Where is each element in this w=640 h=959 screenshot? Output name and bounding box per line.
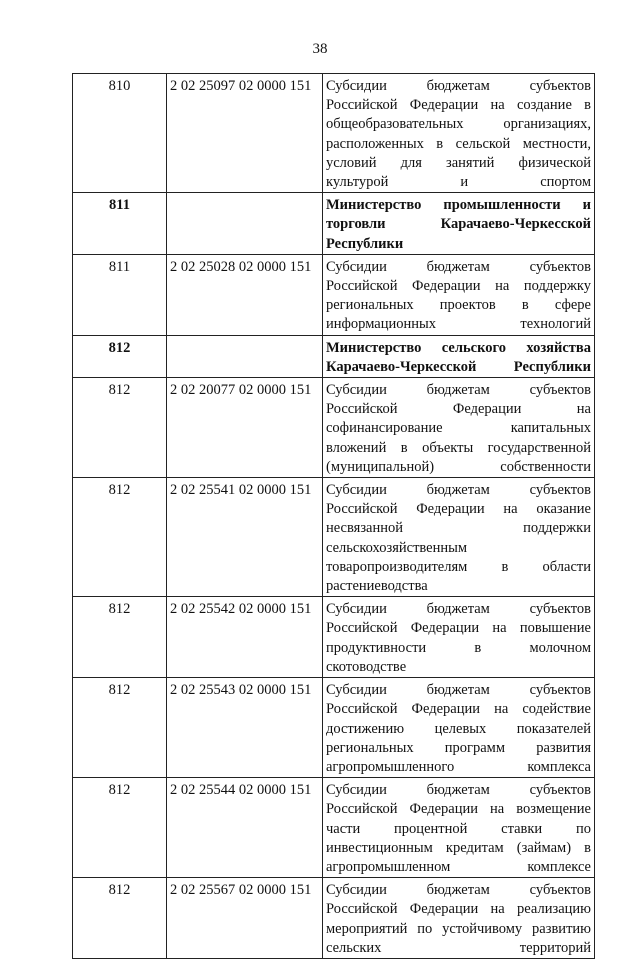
description-line: инвестиционным кредитам (займам) в [326,839,591,856]
table-row [73,878,595,959]
description-line: скотоводстве [326,658,407,675]
description-line: условий для занятий физической [326,154,591,171]
revenue-code-cell: 2 02 25544 02 0000 151 [167,778,323,878]
admin-code-cell: 812 [73,597,167,678]
description-cell [323,378,595,478]
description-line: сельскохозяйственным [326,539,468,556]
description-line: Республики [326,235,404,252]
description-line: Российской Федерации на создание в [326,97,591,114]
description-line: Российской Федерации на реализацию [326,901,591,918]
admin-code-cell: 812 [73,878,167,959]
revenue-code-cell [167,193,323,255]
description-line: Российской Федерации на поддержку [326,278,591,295]
admin-code-cell: 812 [73,378,167,478]
description-line: достижению целевых показателей [326,720,591,737]
revenue-code-cell: 2 02 25028 02 0000 151 [167,254,323,335]
description-line: Субсидии бюджетам субъектов [326,382,591,399]
ministry-header-row [73,335,595,377]
revenue-code-cell: 2 02 25567 02 0000 151 [167,878,323,959]
description-line: части процентной ставки по [326,820,591,837]
description-line: Субсидии бюджетам субъектов [326,682,591,699]
description-cell [323,254,595,335]
description-line: общеобразовательных организациях, [326,116,591,133]
table-row [73,778,595,878]
admin-code-cell: 812 [73,335,167,377]
description-line: региональных проектов в сфере [326,297,591,314]
description-line: Министерство сельского хозяйства [326,339,591,356]
description-cell [323,778,595,878]
admin-code-cell: 812 [73,778,167,878]
ministry-name-cell [323,193,595,255]
description-line: Субсидии бюджетам субъектов [326,782,591,799]
table-row [73,597,595,678]
revenue-code-cell [167,335,323,377]
table-body [73,74,595,959]
description-line: расположенных в сельской местности, [326,135,591,152]
description-line: мероприятий по устойчивому развитию [326,920,591,937]
description-line: несвязанной поддержки [326,520,591,537]
description-cell [323,478,595,597]
budget-revenue-table [72,73,595,959]
description-line: вложений в объекты государственной [326,439,591,456]
admin-code-cell: 812 [73,478,167,597]
description-line: товаропроизводителям в области [326,558,591,575]
description-cell [323,74,595,193]
description-line: Субсидии бюджетам субъектов [326,601,591,618]
description-line: Российской Федерации на [326,401,591,418]
description-line: сельских территорий [326,939,591,956]
description-line: Российской Федерации на содействие [326,701,591,718]
ministry-name-cell [323,335,595,377]
description-cell [323,597,595,678]
revenue-code-cell: 2 02 25542 02 0000 151 [167,597,323,678]
description-line: региональных программ развития [326,739,591,756]
admin-code-cell: 810 [73,74,167,193]
admin-code-cell: 812 [73,678,167,778]
description-line: софинансирование капитальных [326,420,591,437]
description-line: Субсидии бюджетам субъектов [326,78,591,94]
description-line: Субсидии бюджетам субъектов [326,482,591,499]
description-line: Карачаево-Черкесской Республики [326,358,591,375]
description-line: агропромышленном комплексе [326,858,591,875]
revenue-code-cell: 2 02 20077 02 0000 151 [167,378,323,478]
table-row [73,74,595,193]
description-line: Министерство промышленности и [326,197,591,214]
revenue-code-cell: 2 02 25543 02 0000 151 [167,678,323,778]
description-line: информационных технологий [326,316,591,333]
description-line: Субсидии бюджетам субъектов [326,882,591,899]
table-row [73,254,595,335]
admin-code-cell: 811 [73,193,167,255]
table-row [73,478,595,597]
description-line: Субсидии бюджетам субъектов [326,258,591,275]
ministry-header-row [73,193,595,255]
revenue-code-cell: 2 02 25541 02 0000 151 [167,478,323,597]
admin-code-cell: 811 [73,254,167,335]
revenue-code-cell: 2 02 25097 02 0000 151 [167,74,323,193]
description-line: растениеводства [326,578,428,595]
description-line: торговли Карачаево-Черкесской [326,216,591,233]
description-line: агропромышленного комплекса [326,758,591,775]
description-line: продуктивности в молочном [326,639,591,656]
description-line: (муниципальной) собственности [326,458,591,475]
table-row [73,678,595,778]
description-cell [323,678,595,778]
table-row [73,378,595,478]
description-line: культурой и спортом [326,174,591,191]
description-cell [323,878,595,959]
description-line: Российской Федерации на повышение [326,620,591,637]
description-line: Российской Федерации на возмещение [326,801,591,818]
page-number: 38 [312,41,328,57]
description-line: Российской Федерации на оказание [326,501,591,518]
